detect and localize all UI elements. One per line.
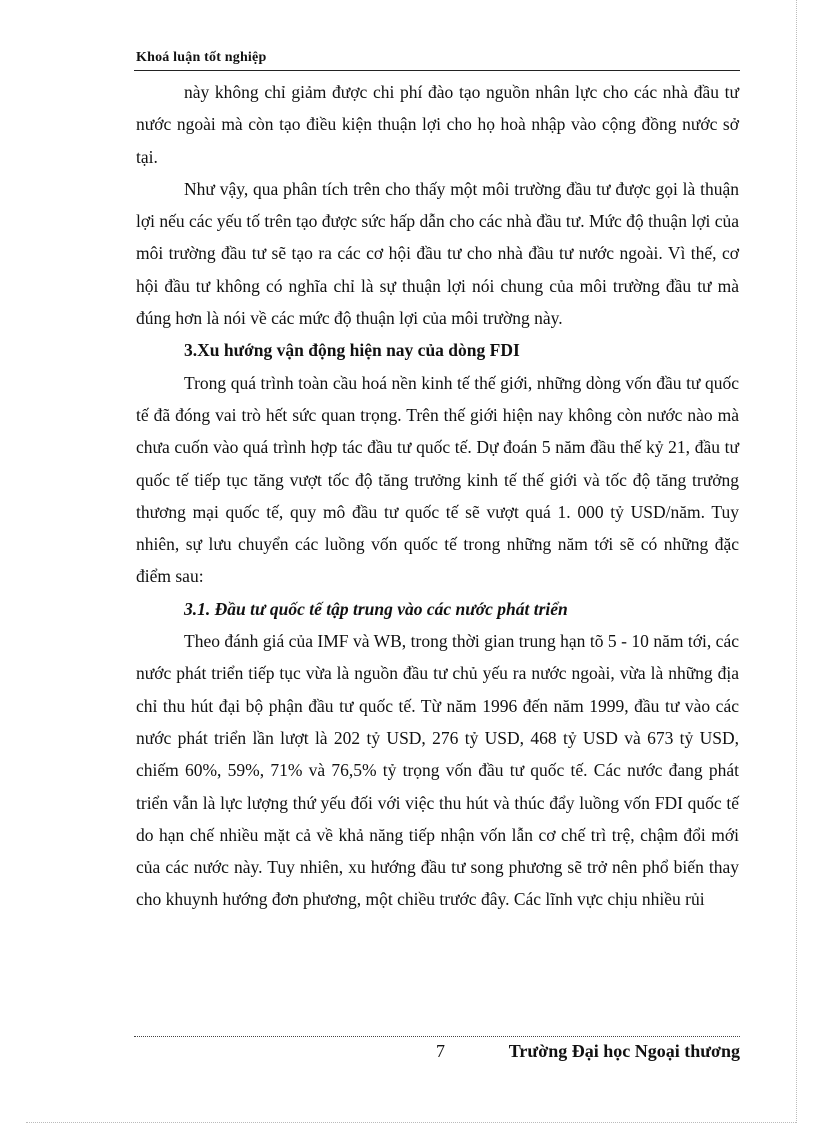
header-rule [134,70,740,71]
paragraph-summary: Như vậy, qua phân tích trên cho thấy một môi trường đầu tư được gọi là thuận lợi nếu các yếu tố trên tạo được sức hấp dẫn cho các nhà đầu tư. Mức độ thuận lợi của môi trường đầu tư sẽ tạo ra các cơ hội đầu tư cho nhà đầu tư nước ngoài. Vì thế, cơ hội đầu tư không có nghĩa chỉ là sự thuận lợi nói chung của môi trường đầu tư mà đúng hơn là nói về các mức độ thuận lợi của môi trường này. [136,178,739,329]
section-heading: 3.Xu hướng vận động hiện nay của dòng FDI [184,340,520,361]
paragraph-subsection: Theo đánh giá của IMF và WB, trong thời gian trung hạn tõ 5 - 10 năm tới, các nước phát triển tiếp tục vừa là nguồn đầu tư chủ yếu ra nước ngoài, vừa là những địa chỉ thu hút đại bộ phận đầu tư quốc tế. Từ năm 1996 đến năm 1999, đầu tư vào các nước phát triển lần lượt là 202 tỷ USD, 276 tỷ USD, 468 tỷ USD và 673 tỷ USD, chiếm 60%, 59%, 71% và 76,5% tỷ trọng vốn đầu tư quốc tế. Các nước đang phát triển vẫn là lực lượng thứ yếu đối với việc thu hút và thúc đẩy luồng vốn FDI quốc tế do hạn chế nhiều mặt cả về khả năng tiếp nhận vốn lẫn cơ chế trì trệ, chậm đổi mới của các nước này. Tuy nhiên, xu hướng đầu tư song phương sẽ trở nên phổ biến thay cho khuynh hướng đơn phương, một chiều trước đây. Các lĩnh vực chịu nhiều rủi [136,631,739,910]
body-text [136,76,739,916]
subsection-heading: 3.1. Đầu tư quốc tế tập trung vào các nước phát triển [184,598,568,619]
running-header-title: Khoá luận tốt nghiệp [136,50,267,65]
paragraph-continuation: này không chỉ giảm được chi phí đào tạo nguồn nhân lực cho các nhà đầu tư nước ngoài mà còn tạo điều kiện thuận lợi cho họ hoà nhập vào cộng đồng nước sở tại. [136,82,739,167]
footer-school-name: Trường Đại học Ngoại thương [508,1041,740,1061]
page-frame-right [796,0,797,1123]
page-number: 7 [436,1041,445,1061]
footer-rule [134,1036,740,1037]
paragraph-section-intro: Trong quá trình toàn cầu hoá nền kinh tế thế giới, những dòng vốn đầu tư quốc tế đã đóng vai trò hết sức quan trọng. Trên thế giới hiện nay không còn nước nào mà chưa cuốn vào quá trình hợp tác đầu tư quốc tế. Dự đoán 5 năm đầu thế kỷ 21, đầu tư quốc tế tiếp tục tăng vượt tốc độ tăng trưởng kinh tế thế giới và tốc độ tăng trưởng thương mại quốc tế, quy mô đầu tư quốc tế sẽ vượt quá 1. 000 tỷ USD/năm. Tuy nhiên, sự lưu chuyển các luồng vốn quốc tế trong những năm tới sẽ có những đặc điểm sau: [136,372,739,587]
